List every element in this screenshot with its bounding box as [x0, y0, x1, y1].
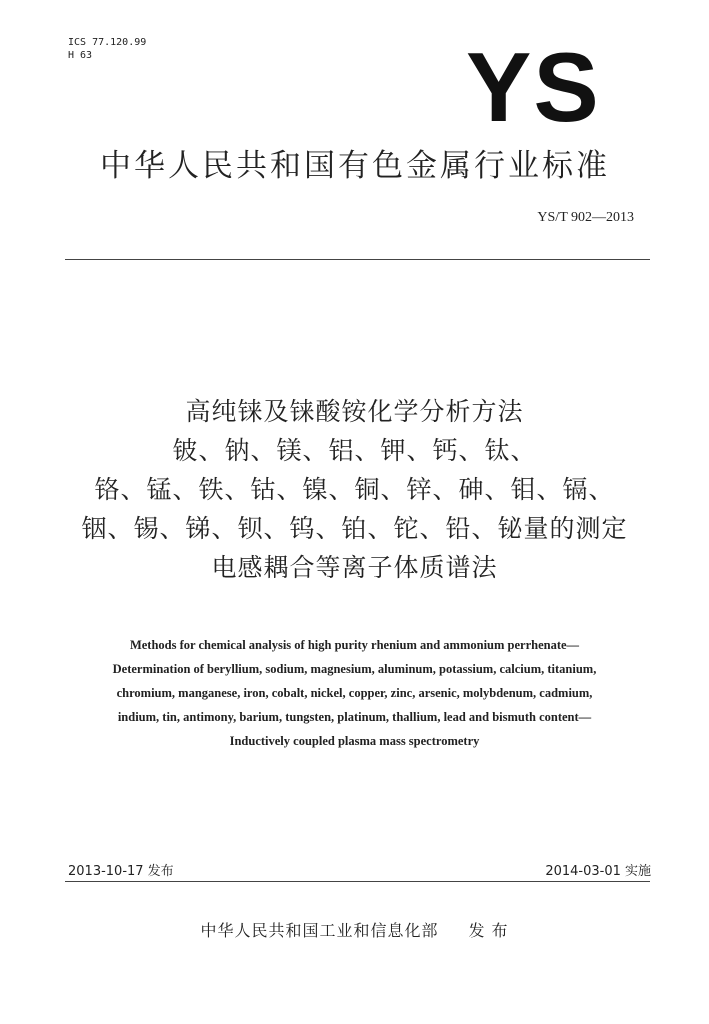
issue-date: 2013-10-17 发布 — [68, 864, 174, 879]
classification-codes — [68, 36, 146, 62]
chinese-title — [40, 392, 669, 587]
chinese-title-line: 电感耦合等离子体质谱法 — [211, 553, 498, 582]
standard-org-title: 中华人民共和国有色金属行业标准 — [100, 148, 610, 184]
ccs-code: H 63 — [68, 50, 93, 61]
english-title-line: Methods for chemical analysis of high purity rhenium and ammonium perrhenate— — [129, 638, 580, 652]
english-title-line: Determination of beryllium, sodium, magnesium, aluminum, potassium, calcium, titanium, — [112, 662, 597, 676]
implementation-date: 2014-03-01 实施 — [545, 864, 651, 879]
header-divider — [65, 259, 650, 260]
ys-logo: YS — [466, 32, 601, 142]
chinese-title-line: 铬、锰、铁、钴、镍、铜、锌、砷、钼、镉、 — [94, 475, 615, 504]
chinese-title-line: 高纯铼及铼酸铵化学分析方法 — [185, 397, 524, 426]
publisher-action: 发 布 — [468, 921, 509, 940]
publisher — [40, 918, 669, 941]
english-title-line: indium, tin, antimony, barium, tungsten, platinum, thallium, lead and bismuth content— — [117, 710, 592, 724]
standard-number: YS/T 902—2013 — [537, 210, 634, 225]
english-title-line: Inductively coupled plasma mass spectrometry — [229, 734, 480, 748]
english-title-line: chromium, manganese, iron, cobalt, nickel, copper, zinc, arsenic, molybdenum, cadmium, — [116, 686, 593, 700]
chinese-title-line: 铍、钠、镁、铝、钾、钙、钛、 — [172, 436, 537, 465]
ics-code: ICS 77.120.99 — [68, 37, 147, 48]
publisher-name: 中华人民共和国工业和信息化部 — [200, 921, 439, 940]
footer-divider — [65, 881, 650, 882]
english-title — [40, 633, 669, 753]
chinese-title-line: 铟、锡、锑、钡、钨、铂、铊、铅、铋量的测定 — [81, 514, 628, 543]
